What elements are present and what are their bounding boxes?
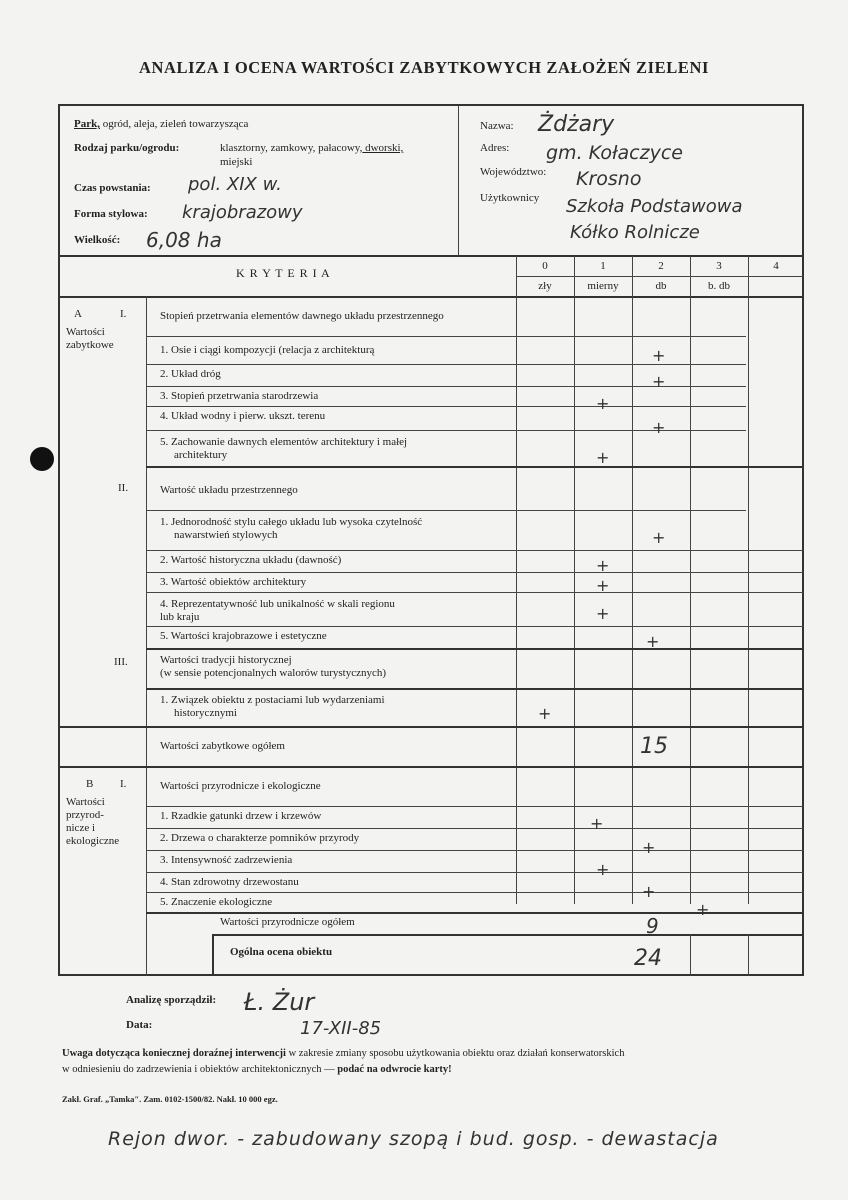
mark-a1-5: + [596,448,610,467]
users-label: Użytkownicy [480,192,540,204]
criterion-a1-1: 1. Osie i ciągi kompozycji (relacja z architekturą [160,344,375,356]
group-a2-title: Wartość układu przestrzennego [160,484,298,496]
note-line-2: w odniesieniu do zadrzewienia i obiektów architektonicznych — podać na odwrocie karty! [62,1064,452,1075]
criterion-a1-5b: architektury [174,449,228,461]
criterion-a2-2: 2. Wartość historyczna układu (dawność) [160,554,342,566]
section-b-name-2: przyrod- [66,809,104,821]
criterion-b1-4: 4. Stan zdrowotny drzewostanu [160,876,299,888]
col-2-label: db [655,280,667,292]
author-signature: Ł. Żur [244,988,315,1016]
group-b1-title: Wartości przyrodnicze i ekologiczne [160,780,321,792]
criterion-a1-5: 5. Zachowanie dawnych elementów architektury i małej [160,436,408,448]
section-a-name-2: zabytkowe [66,339,114,351]
section-a-name-1: Wartości [66,326,105,338]
criterion-a2-3: 3. Wartość obiektów architektury [160,576,307,588]
criterion-a2-4: 4. Reprezentatywność lub unikalność w skali regionu [160,598,395,610]
col-0-num: 0 [542,260,548,272]
criterion-a1-4: 4. Układ wodny i pierw. ukszt. terenu [160,410,326,422]
group-a1-title: Stopień przetrwania elementów dawnego układu przestrzennego [160,310,444,322]
mark-a2-1: + [652,528,666,547]
section-a-roman-2: II. [118,482,129,494]
criterion-b1-5: 5. Znaczenie ekologiczne [160,896,273,908]
style-value: krajobrazowy [182,202,303,223]
section-b-total-value: 9 [646,914,659,938]
evaluation-form [58,104,804,976]
mark-b1-5: + [696,900,710,919]
name-label: Nazwa: [480,120,514,132]
mark-a2-5: + [646,632,660,651]
time-label: Czas powstania: [74,182,151,194]
col-4-num: 4 [773,260,779,272]
style-label: Forma stylowa: [74,208,148,220]
col-0-label: zły [538,280,552,292]
mark-a2-3: + [596,576,610,595]
criterion-a3-1b: historycznymi [174,707,237,719]
criterion-a1-3: 3. Stopień przetrwania starodrzewia [160,390,319,402]
section-b-letter: B [86,778,94,790]
punch-hole [30,447,54,471]
time-value: pol. XIX w. [188,174,282,195]
mark-b1-1: + [590,814,604,833]
users-value-1: Szkoła Podstawowa [566,196,743,217]
criterion-a3-1: 1. Związek obiektu z postaciami lub wydarzeniami [160,694,385,706]
section-a-total-value: 15 [640,734,668,759]
address-label: Adres: [480,142,510,154]
mark-b1-3: + [596,860,610,879]
overall-label: Ogólna ocena obiektu [230,946,333,958]
name-value: Żdżary [538,112,615,137]
criterion-b1-3: 3. Intensywność zadrzewienia [160,854,293,866]
section-b-name-3: nicze i [66,822,96,834]
size-label: Wielkość: [74,234,121,246]
mark-a1-2: + [652,372,666,391]
section-a-roman-1: I. [120,308,127,320]
col-1-label: mierny [587,280,619,292]
section-a-total-label: Wartości zabytkowe ogółem [160,740,285,752]
mark-b1-2: + [642,838,656,857]
mark-a1-4: + [652,418,666,437]
users-value-2: Kółko Rolnicze [570,222,700,243]
criterion-a2-1: 1. Jednorodność stylu całego układu lub wysoka czytelność [160,516,423,528]
mark-a1-3: + [596,394,610,413]
printer-info: Zakł. Graf. „Tamka". Zam. 0102-1500/82. Nakł. 10 000 egz. [62,1094,278,1104]
col-3-label: b. db [708,280,730,292]
size-value: 6,08 ha [146,228,222,252]
group-a3-title-2: (w sensie potencjonalnych walorów turystycznych) [160,667,387,679]
criterion-a1-2: 2. Układ dróg [160,368,221,380]
section-a-letter: A [74,308,82,320]
criterion-a2-1b: nawarstwień stylowych [174,529,278,541]
voivodeship-value: Krosno [576,168,642,190]
author-label: Analizę sporządził: [126,994,217,1006]
col-3-num: 3 [716,260,722,272]
criterion-b1-1: 1. Rzadkie gatunki drzew i krzewów [160,810,322,822]
mark-a2-4: + [596,604,610,623]
criteria-heading: K R Y T E R I A [236,266,331,280]
mark-a3-1: + [538,704,552,723]
section-b-name-4: ekologiczne [66,835,120,847]
handwritten-note: Rejon dwor. - zabudowany szopą i bud. gosp. - dewastacja [108,1128,719,1150]
park-kind-value: klasztorny, zamkowy, pałacowy, dworski, [220,142,404,154]
section-b-name-1: Wartości [66,796,105,808]
group-a3-title-1: Wartości tradycji historycznej [160,654,292,666]
voivodeship-label: Województwo: [480,166,547,178]
mark-a2-2: + [596,556,610,575]
park-kind-label: Rodzaj parku/ogrodu: [74,142,180,154]
mark-a1-1: + [652,346,666,365]
section-b-total-label: Wartości przyrodnicze ogółem [220,916,355,928]
section-a-roman-3: III. [114,656,128,668]
address-value: gm. Kołaczyce [546,142,683,164]
col-1-num: 1 [600,260,606,272]
overall-value: 24 [634,946,662,971]
page-title: ANALIZA I OCENA WARTOŚCI ZABYTKOWYCH ZAŁOŻEŃ ZIELENI [138,58,710,77]
park-type-line: Park, ogród, aleja, zieleń towarzysząca [74,118,249,130]
criterion-a2-4b: lub kraju [160,611,200,623]
park-kind-value-2: miejski [220,156,253,168]
col-2-num: 2 [658,260,664,272]
section-b-roman: I. [120,778,127,790]
date-value: 17-XII-85 [300,1018,382,1039]
mark-b1-4: + [642,882,656,901]
note-line-1: Uwaga dotycząca koniecznej doraźnej interwencji w zakresie zmiany sposobu użytkowania obiektu oraz działań konserwatorskich [62,1048,625,1059]
criterion-a2-5: 5. Wartości krajobrazowe i estetyczne [160,630,327,642]
date-label: Data: [126,1019,153,1031]
criterion-b1-2: 2. Drzewa o charakterze pomników przyrody [160,832,360,844]
